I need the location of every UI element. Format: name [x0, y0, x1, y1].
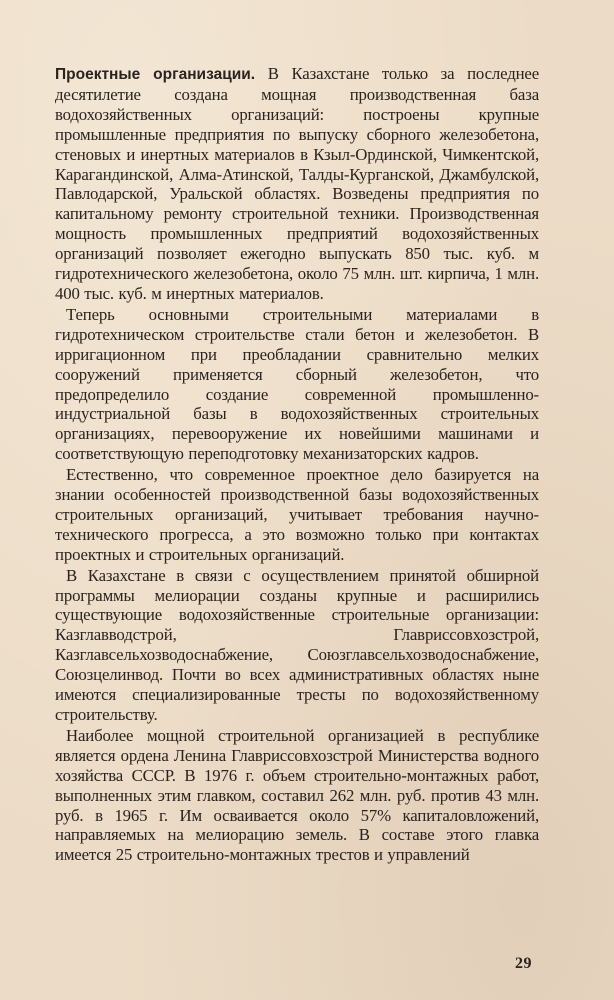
paragraph-2: Теперь основными строительными материалами в гидротехническом строительстве стали бетон и железобетон. В ирригационном при преобладании сравнительно мелких сооружений применяется сборный железобетон, что предопределило создание современной промышленно-индустриальной базы в водохозяйственных строительных организациях, перевооружение их новейшими машинами и соответствующую переподготовку механизаторских кадров.	[55, 304, 539, 464]
page-body	[55, 64, 539, 865]
paragraph-1-text: В Казахстане только за последнее десятилетие создана мощная производственная база водохозяйственных организаций: построены крупные промышленные предприятия по выпуску сборного железобетона, стеновых и инертных материалов в Кзыл-Ординской, Чимкентской, Карагандинской, Алма-Атинской, Талды-Курганской, Джамбулской, Павлодарской, Уральской областях. Возведены предприятия по капитальному ремонту строительной техники. Производственная мощность промышленных предприятий водохозяйственных организаций позволяет ежегодно выпускать 850 тыс. куб. м гидротехнического железобетона, около 75 млн. шт. кирпича, 1 млн. 400 тыс. куб. м инертных материалов.	[55, 64, 540, 303]
paragraph-3: Естественно, что современное проектное дело базируется на знании особенностей производственной базы водохозяйственных строительных организаций, учитывает требования научно-технического прогресса, а это возможно только при контактах проектных и строительных организаций.	[55, 465, 539, 564]
page-number: 29	[515, 955, 532, 972]
section-heading: Проектные организации.	[55, 66, 256, 83]
paragraph-1	[55, 64, 539, 304]
paragraph-4: В Казахстане в связи с осуществлением принятой обширной программы мелиорации созданы крупные и расширились существующие водохозяйственные строительные организации: Казглавводстрой, Главриссовхозстрой, Казглавсельхозводоснабжение, Союзглавсельхозводоснабжение, Союзцелинвод. Почти во всех административных областях ныне имеются специализированные тресты по водохозяйственному строительству.	[55, 565, 539, 724]
paragraph-5: Наиболее мощной строительной организацией в республике является ордена Ленина Главриссовхозстрой Министерства водного хозяйства СССР. В 1976 г. объем строительно-монтажных работ, выполненных этим главком, составил 262 млн. руб. против 43 млн. руб. в 1965 г. Им осваивается около 57% капиталовложений, направляемых на мелиорацию земель. В составе этого главка имеется 25 строительно-монтажных трестов и управлений	[55, 725, 539, 865]
